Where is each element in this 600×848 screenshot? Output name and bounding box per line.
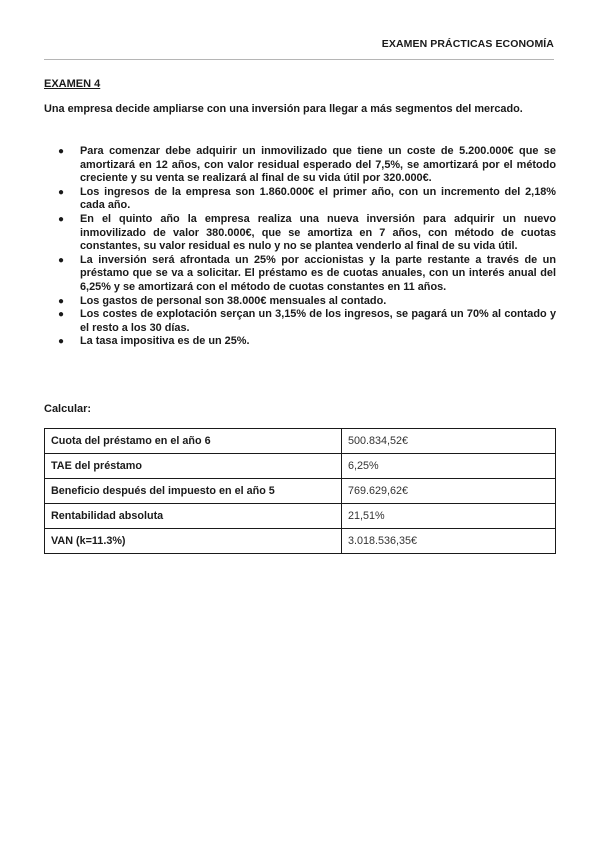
table-row [45,504,556,529]
table-row [45,429,556,454]
list-item [44,295,556,309]
list-item [44,335,556,349]
result-label: TAE del préstamo [45,454,342,479]
result-value: 769.629,62€ [342,479,556,504]
result-value: 21,51% [342,504,556,529]
list-item-text: Los costes de explotación serçan un 3,15% de los ingresos, se pagará un 70% al contado y el resto a los 30 días. [80,308,556,334]
bullet-icon: ● [58,336,65,348]
bullet-icon: ● [58,146,65,157]
list-item [44,186,556,213]
result-value: 6,25% [342,454,556,479]
list-item [44,213,556,254]
list-item [44,145,556,186]
exam-title: EXAMEN 4 [44,78,101,90]
header-divider [44,59,554,60]
list-item [44,254,556,295]
list-item-text: Para comenzar debe adquirir un inmovilizado que tiene un coste de 5.200.000€ que se amortizará en 12 años, con valor residual esperado del 7,5%, se amortizará por el método creciente y su venta se realizará al final de su vida útil por 320.000€. [80,145,556,185]
conditions-list [44,145,556,349]
list-item-text: En el quinto año la empresa realiza una nueva inversión para adquirir un nuevo inmovilizado de valor 380.000€, que se amortiza en 7 años, con método de cuotas constantes, su valor residual es nulo y no se plantea venderlo al final de su vida útil. [80,212,556,253]
result-label: VAN (k=11.3%) [45,529,342,554]
list-item-text: Los ingresos de la empresa son 1.860.000€ el primer año, con un incremento del 2,18% cada año. [80,185,556,212]
bullet-icon: ● [58,254,65,266]
bullet-icon: ● [58,295,65,307]
result-value: 3.018.536,35€ [342,529,556,554]
bullet-icon: ● [58,186,65,198]
table-row [45,529,556,554]
list-item-text: Los gastos de personal son 38.000€ mensuales al contado. [80,294,387,307]
list-item-text: La inversión será afrontada un 25% por accionistas y la parte restante a través de un préstamo que se va a solicitar. El préstamo es de cuotas anuales, con un interés anual del 6,25% y se amortizará con el método de cuotas constantes en 11 años. [80,253,556,293]
bullet-icon: ● [58,213,65,225]
bullet-icon: ● [58,309,65,321]
result-label: Rentabilidad absoluta [45,504,342,529]
result-label: Cuota del préstamo en el año 6 [45,429,342,454]
calculate-heading: Calcular: [44,403,92,415]
page-header: EXAMEN PRÁCTICAS ECONOMÍA [381,38,554,50]
results-table [44,428,556,554]
intro-paragraph: Una empresa decide ampliarse con una inversión para llegar a más segmentos del mercado. [44,103,523,115]
result-label: Beneficio después del impuesto en el año 5 [45,479,342,504]
table-row [45,454,556,479]
list-item [44,308,556,335]
list-item-text: La tasa impositiva es de un 25%. [80,335,250,348]
result-value: 500.834,52€ [342,429,556,454]
table-row [45,479,556,504]
